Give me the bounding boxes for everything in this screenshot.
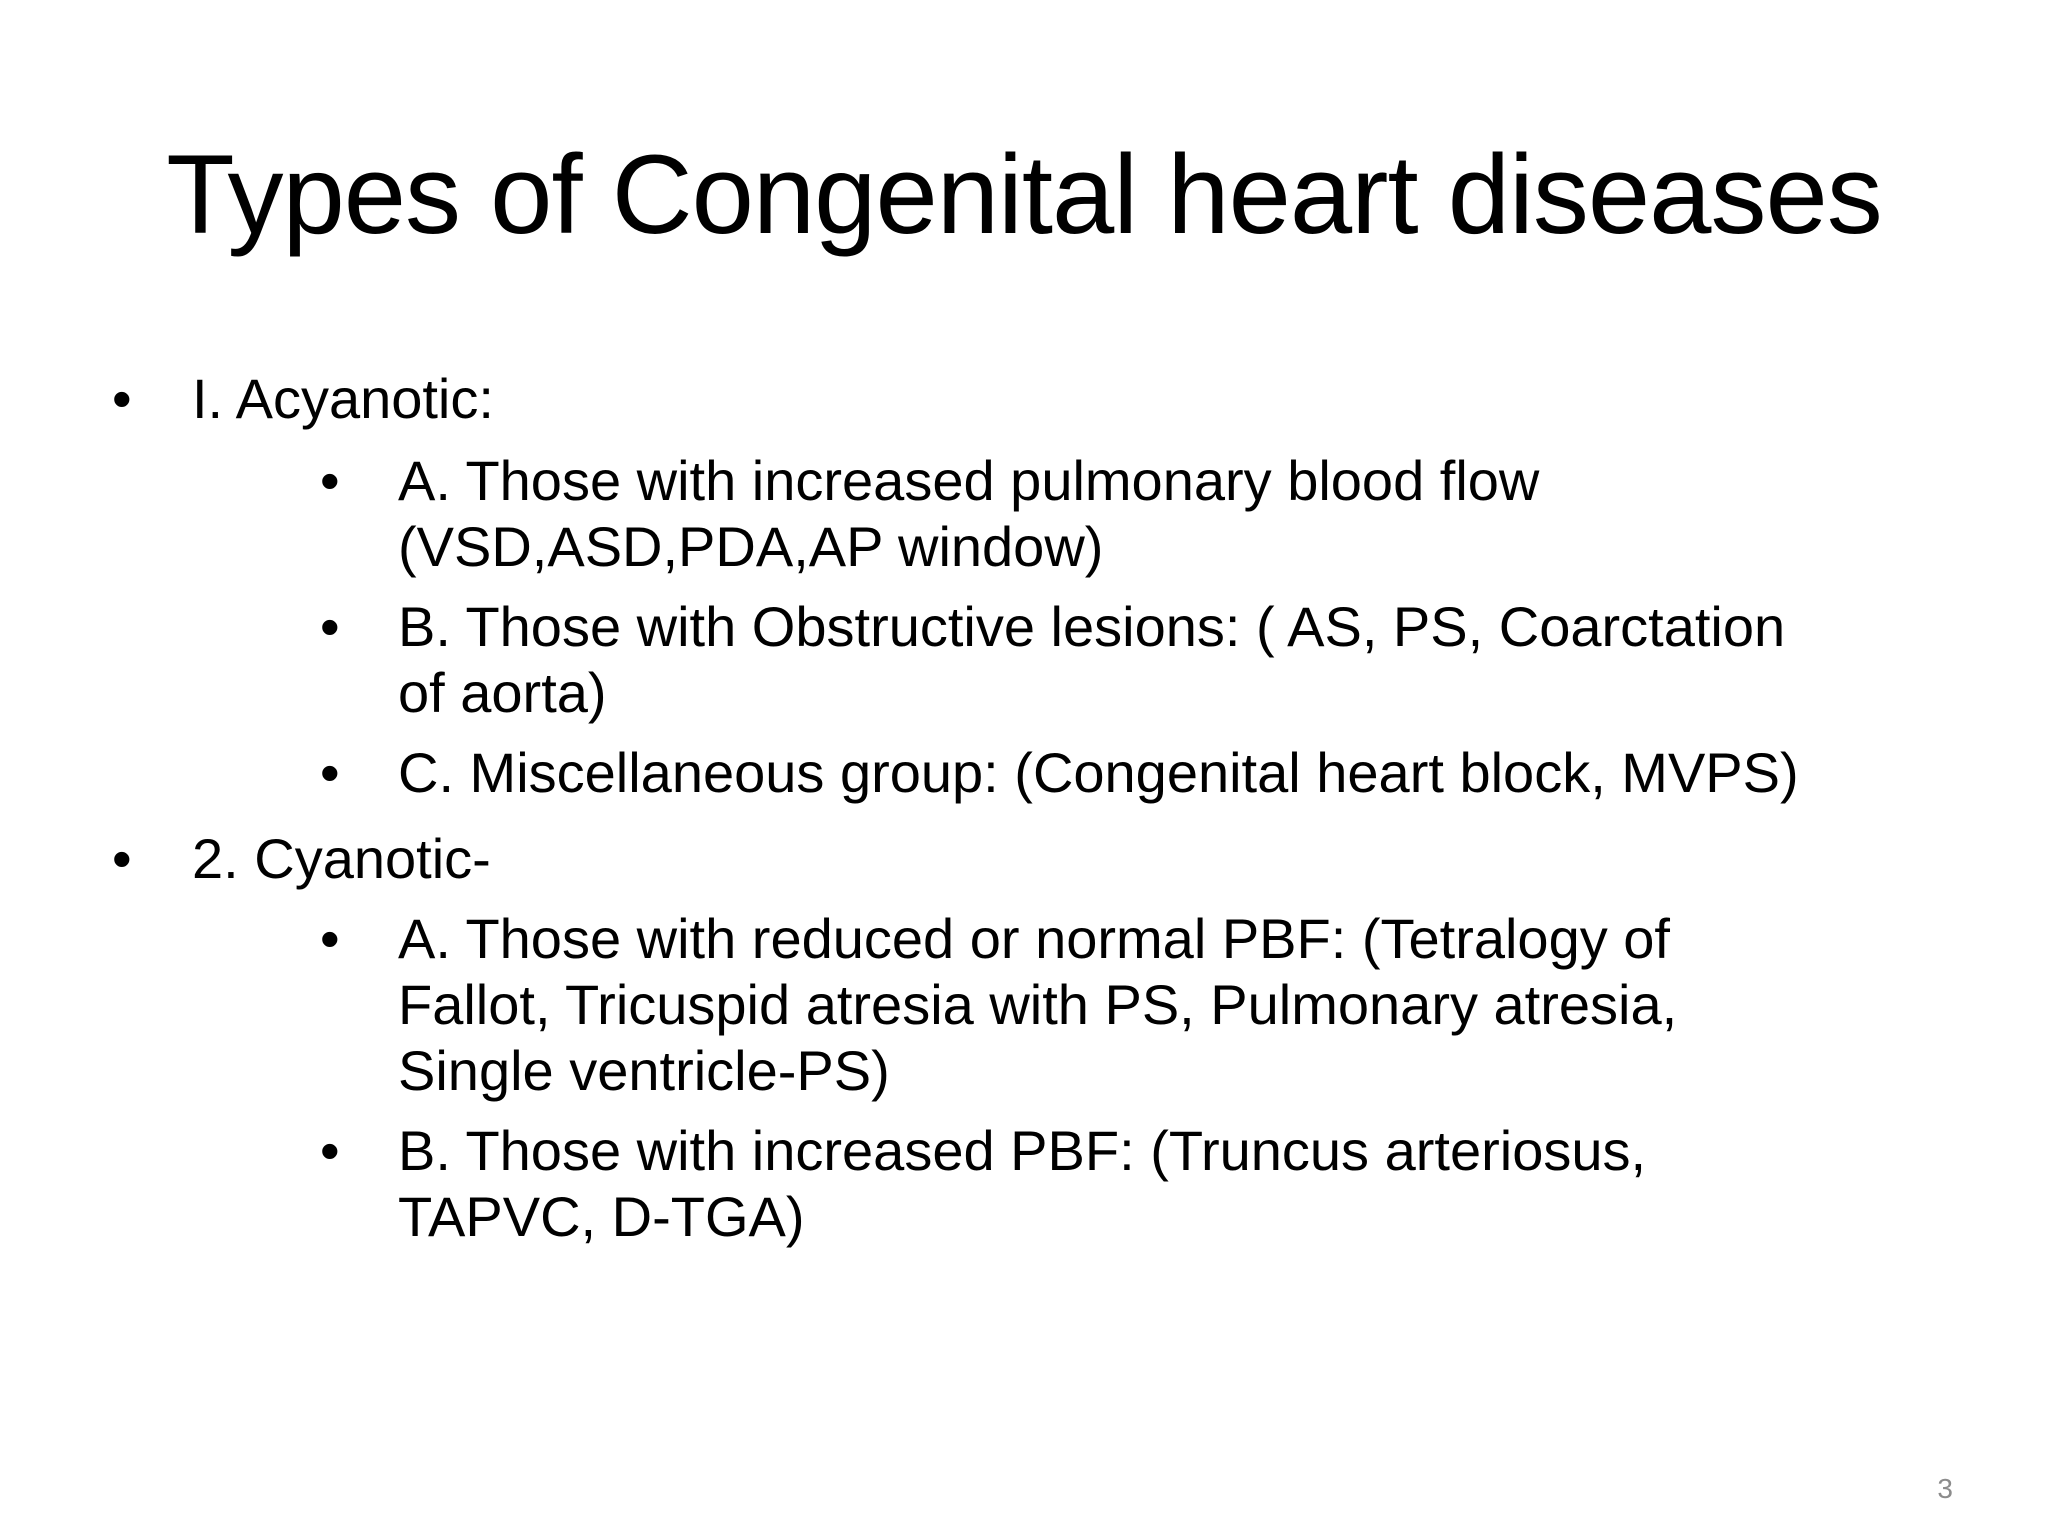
list-item-acyanotic-b (398, 594, 1785, 726)
bullet-icon: • (320, 595, 340, 658)
list-item-line: B. Those with Obstructive lesions: ( AS, PS, Coarctation (398, 595, 1786, 658)
bullet-icon: • (112, 827, 132, 890)
bullet-icon: • (112, 367, 132, 430)
list-item-acyanotic-c (398, 740, 1799, 806)
list-item-line: 2. Cyanotic- (192, 827, 491, 890)
slide-title: Types of Congenital heart diseases (166, 132, 1882, 257)
list-item-line: of aorta) (398, 661, 607, 724)
bullet-icon: • (320, 1119, 340, 1182)
list-item-line: TAPVC, D-TGA) (398, 1185, 805, 1248)
bullet-icon: • (320, 449, 340, 512)
list-item-line: A. Those with increased pulmonary blood flow (398, 449, 1540, 512)
slide-number: 3 (1937, 1473, 1953, 1504)
list-item-line: A. Those with reduced or normal PBF: (Tetralogy of (398, 907, 1670, 970)
list-item-line: (VSD,ASD,PDA,AP window) (398, 515, 1104, 578)
list-item-line: Single ventricle-PS) (398, 1039, 890, 1102)
list-item-line: C. Miscellaneous group: (Congenital heart block, MVPS) (398, 741, 1799, 804)
bullet-icon: • (320, 741, 340, 804)
list-item-line: I. Acyanotic: (192, 367, 494, 430)
list-item-line: B. Those with increased PBF: (Truncus arteriosus, (398, 1119, 1647, 1182)
list-item-cyanotic (192, 826, 491, 892)
list-item-acyanotic (192, 366, 494, 432)
list-item-cyanotic-a (398, 906, 1677, 1104)
list-item-cyanotic-b (398, 1118, 1646, 1250)
list-item-acyanotic-a (398, 448, 1539, 580)
list-item-line: Fallot, Tricuspid atresia with PS, Pulmonary atresia, (398, 973, 1678, 1036)
bullet-icon: • (320, 907, 340, 970)
